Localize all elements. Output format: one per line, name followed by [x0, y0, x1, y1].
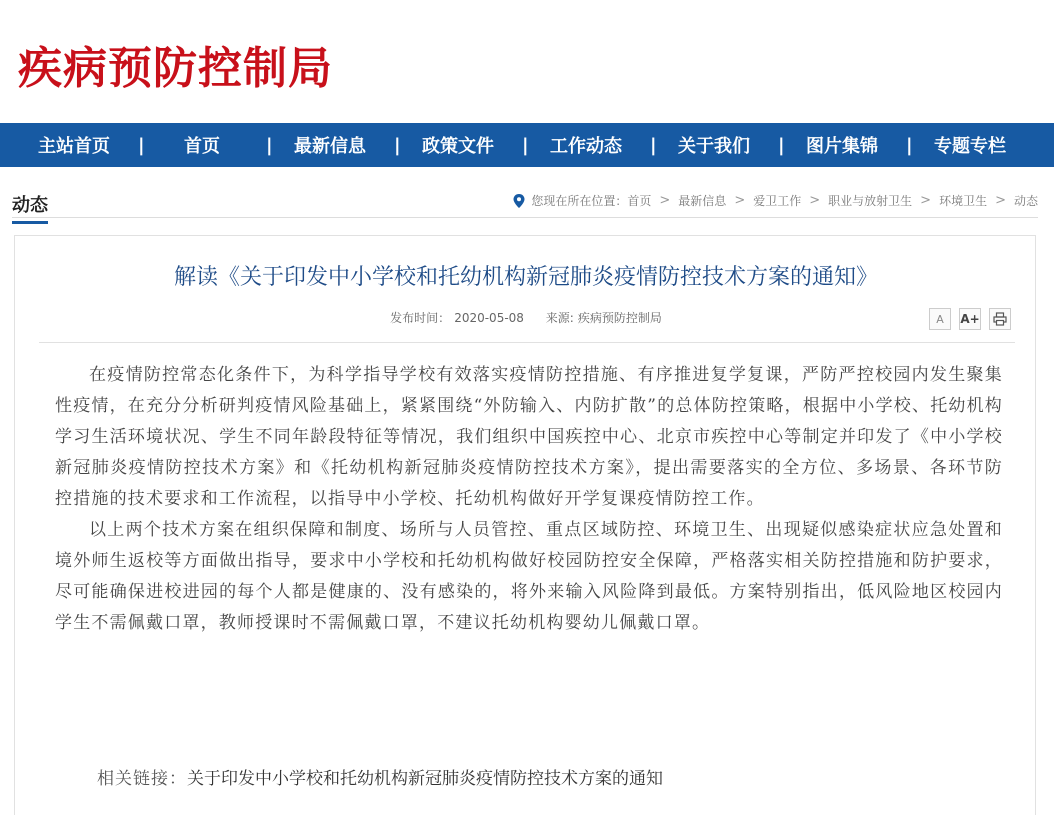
article-title: 解读《关于印发中小学校和托幼机构新冠肺炎疫情防控技术方案的通知》	[173, 265, 878, 290]
related-label: 相关链接：	[97, 769, 187, 789]
print-icon	[993, 312, 1007, 326]
title-divider	[39, 342, 1015, 343]
breadcrumb	[513, 192, 1038, 209]
breadcrumb-separator: >	[659, 193, 671, 208]
related-link[interactable]: 关于印发中小学校和托幼机构新冠肺炎疫情防控技术方案的通知	[187, 769, 663, 789]
font-larger-label: A+	[960, 312, 980, 326]
nav-item-home[interactable]: 首页	[184, 136, 220, 157]
article-body	[55, 360, 1003, 639]
nav-item-about[interactable]: 关于我们	[678, 136, 750, 157]
article-paragraph-2: 以上两个技术方案在组织保障和制度、场所与人员管控、重点区域防控、环境卫生、出现疑似感染症状应急处置和境外师生返校等方面做出指导，要求中小学校和托幼机构做好校园防控安全保障，严格落实相关防控措施和防护要求，尽可能确保进校进园的每个人都是健康的、没有感染的，将外来输入风险降到最低。方案特别指出，低风险地区校园内学生不需佩戴口罩，教师授课时不需佩戴口罩，不建议托幼机构婴幼儿佩戴口罩。	[55, 520, 1003, 633]
font-smaller-label: A	[936, 312, 944, 326]
article-card	[14, 235, 1036, 815]
breadcrumb-prefix: 您现在所在位置：	[531, 194, 628, 208]
location-pin-icon	[513, 194, 525, 208]
site-title: 疾病预防控制局	[18, 43, 333, 94]
publish-date: 2020-05-08	[454, 311, 524, 325]
nav-item-special[interactable]: 专题专栏	[934, 136, 1006, 157]
nav-item-work-news[interactable]: 工作动态	[550, 136, 622, 157]
breadcrumb-item-occupational[interactable]: 职业与放射卫生	[828, 194, 913, 208]
article-paragraph-1: 在疫情防控常态化条件下，为科学指导学校有效落实疫情防控措施、有序推进复学复课，严防严控校园内发生聚集性疫情，在充分分析研判疫情风险基础上，紧紧围绕“外防输入、内防扩散”的总体防控策略，根据中小学校、托幼机构学习生活环境状况、学生不同年龄段特征等情况，我们组织中国疾控中心、北京市疾控中心等制定并印发了《中小学校新冠肺炎疫情防控技术方案》和《托幼机构新冠肺炎疫情防控技术方案》，提出需要落实的全方位、多场景、各环节防控措施的技术要求和工作流程，以指导中小学校、托幼机构做好开学复课疫情防控工作。	[55, 365, 1003, 509]
section-label: 动态	[12, 191, 48, 224]
breadcrumb-item-home[interactable]: 首页	[627, 194, 652, 208]
breadcrumb-item-environment[interactable]: 环境卫生	[939, 194, 988, 208]
font-larger-button[interactable]	[959, 308, 981, 330]
article-meta	[15, 309, 1037, 326]
main-nav: 主站首页 | 首页 | 最新信息 | 政策文件 | 工作动态 | 关于我们 | 图片集锦 | 专题专栏	[0, 123, 1054, 167]
related-links	[97, 764, 663, 789]
nav-item-policy[interactable]: 政策文件	[422, 136, 494, 157]
breadcrumb-separator: >	[995, 193, 1006, 208]
sub-header-bar	[12, 185, 1038, 218]
nav-item-main-home[interactable]: 主站首页	[38, 136, 110, 157]
nav-item-gallery[interactable]: 图片集锦	[806, 136, 878, 157]
article-tools	[921, 308, 1011, 330]
font-smaller-button[interactable]	[929, 308, 951, 330]
source-name: 疾病预防控制局	[577, 311, 662, 325]
breadcrumb-item-latest[interactable]: 最新信息	[678, 194, 727, 208]
source-label: 来源:	[545, 311, 574, 325]
nav-item-latest[interactable]: 最新信息	[294, 136, 366, 157]
publish-label: 发布时间：	[390, 311, 451, 325]
print-button[interactable]	[989, 308, 1011, 330]
site-header	[0, 0, 1054, 123]
breadcrumb-separator: >	[809, 193, 821, 208]
breadcrumb-item-news[interactable]: 动态	[1013, 194, 1038, 208]
breadcrumb-item-patriotic-health[interactable]: 爱卫工作	[753, 194, 802, 208]
breadcrumb-separator: >	[734, 193, 746, 208]
breadcrumb-separator: >	[920, 193, 932, 208]
